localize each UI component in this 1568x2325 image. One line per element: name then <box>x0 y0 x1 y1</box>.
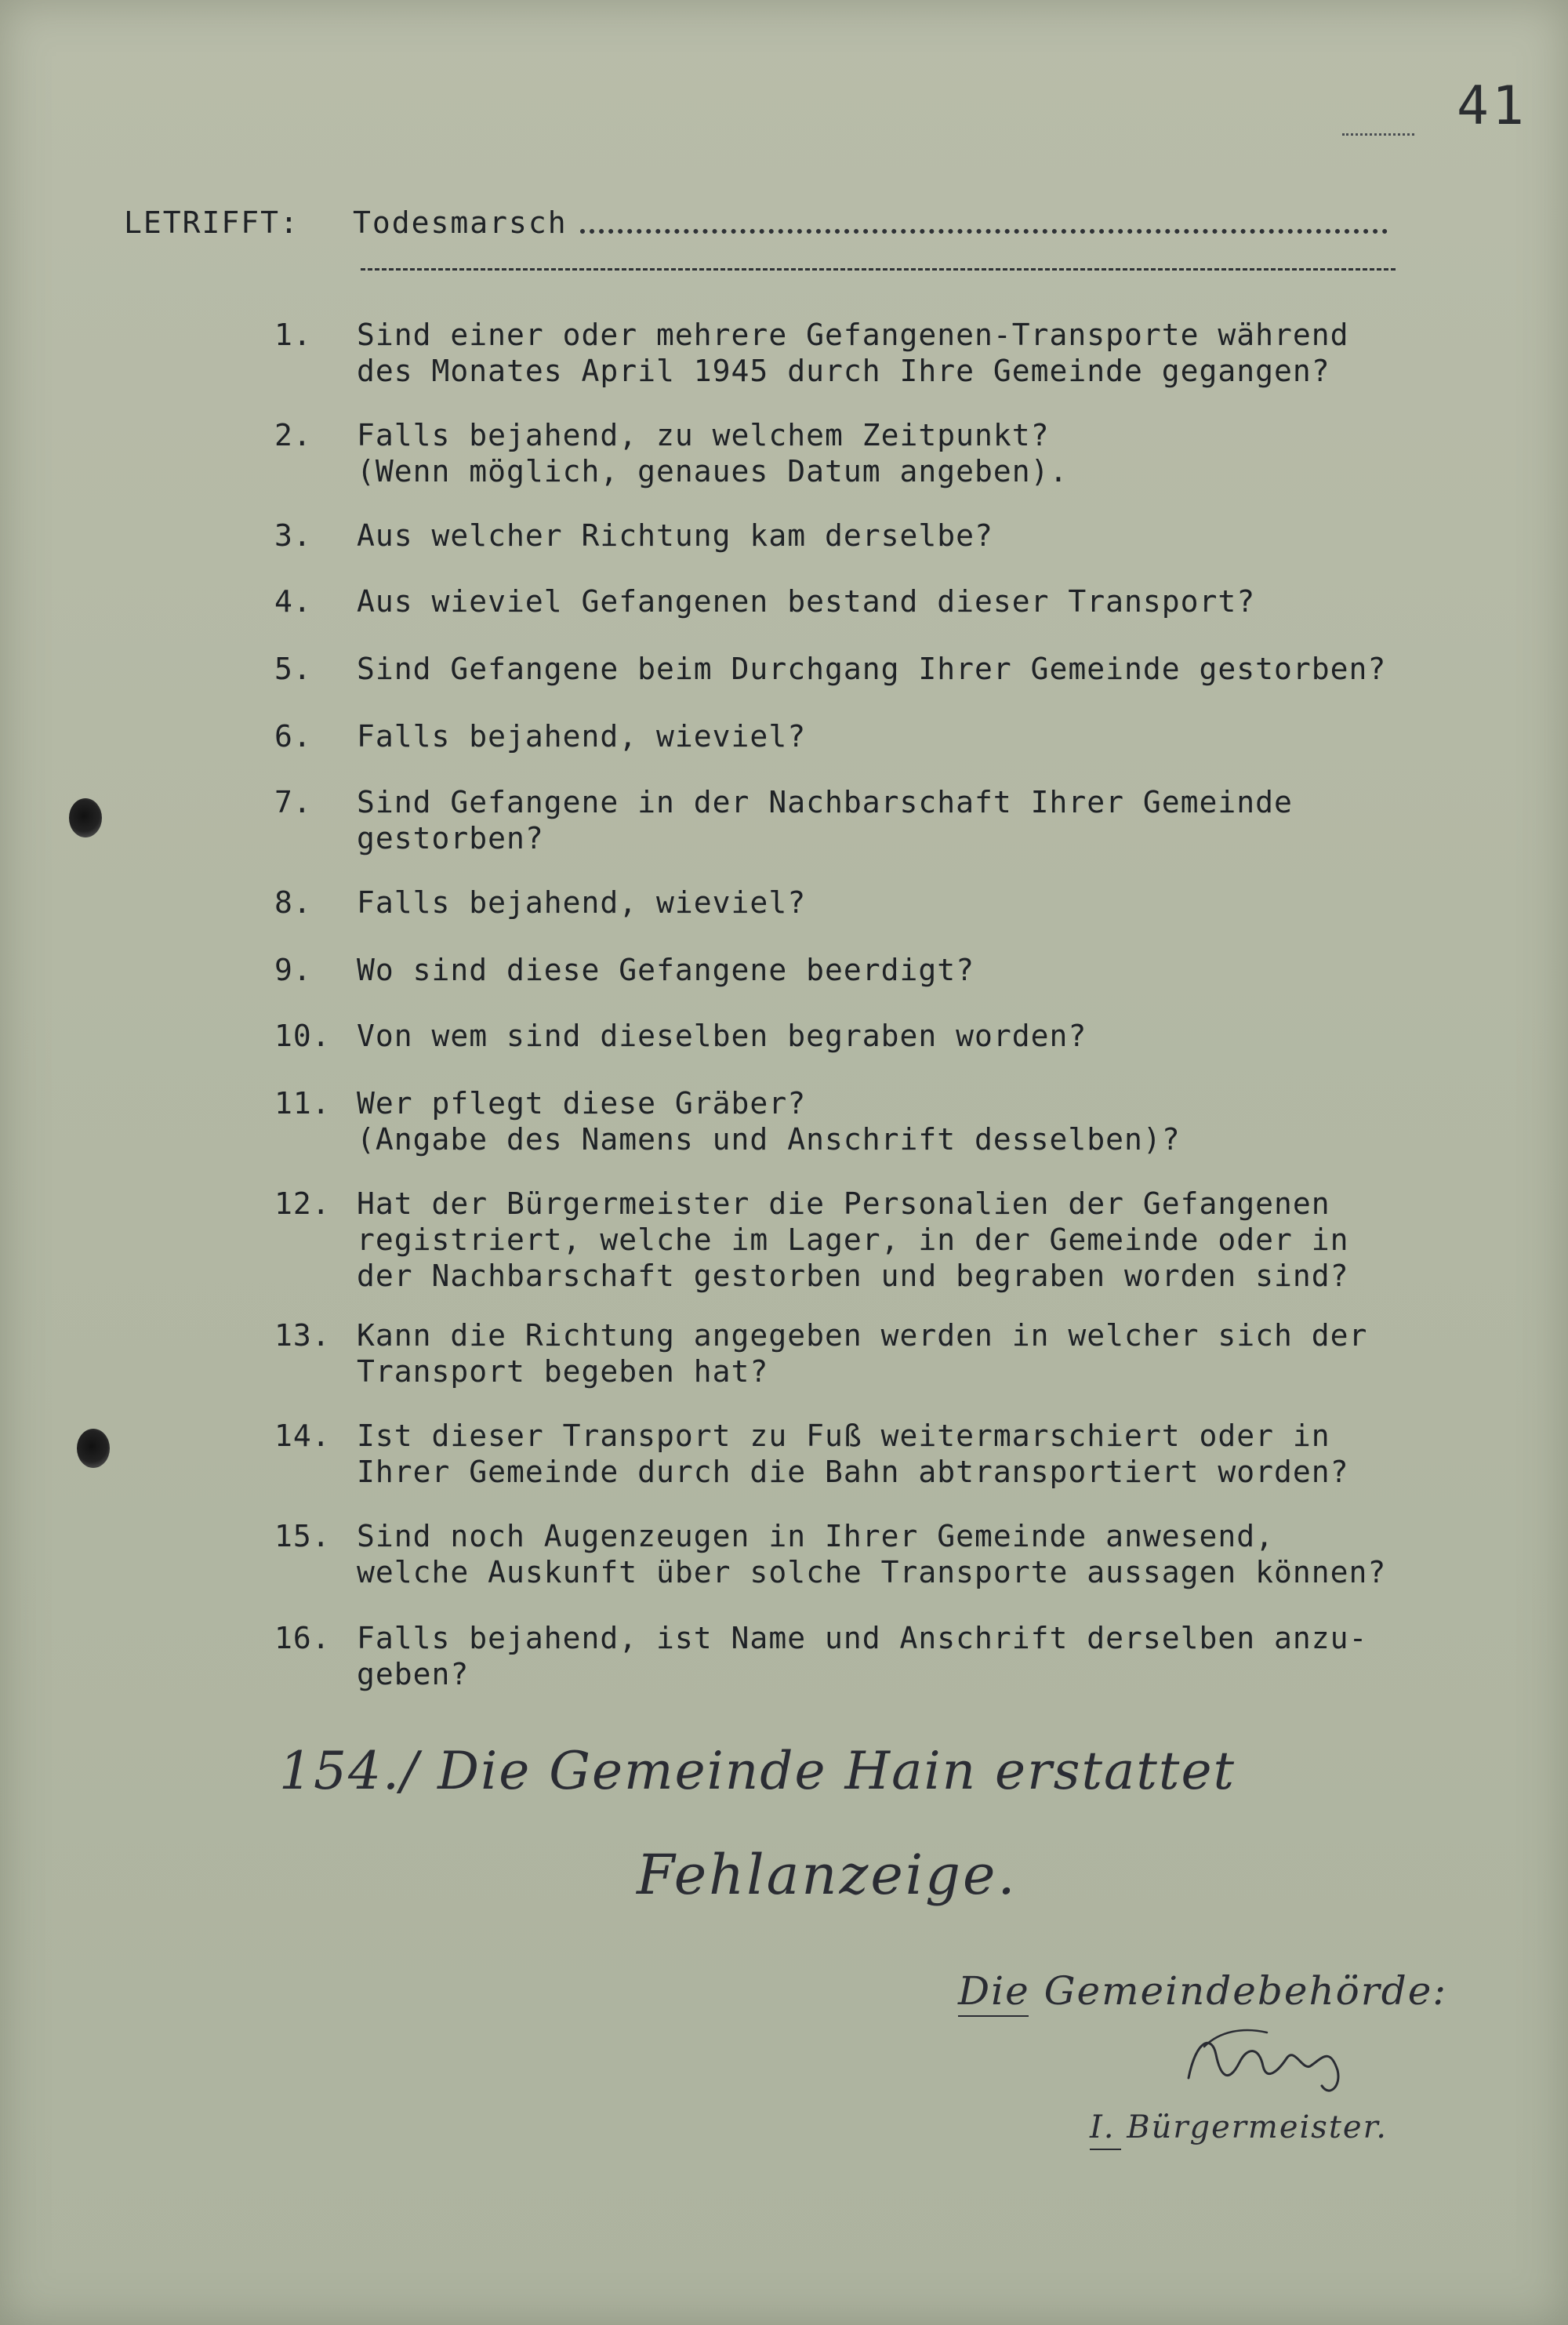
question-line: Ihrer Gemeinde durch die Bahn abtransportiert worden? <box>357 1455 1349 1489</box>
question-text <box>357 718 1494 754</box>
question-line: geben? <box>357 1657 470 1691</box>
question-line: Von wem sind dieselben begraben worden? <box>357 1019 1087 1053</box>
question-line: Aus wieviel Gefangenen bestand dieser Transport? <box>357 584 1256 619</box>
question-line: Falls bejahend, wieviel? <box>357 885 807 920</box>
mayor-title-underline <box>1090 2149 1121 2150</box>
question-number: 13. <box>274 1318 331 1353</box>
question-line: Sind Gefangene in der Nachbarschaft Ihrer Gemeinde <box>357 785 1293 819</box>
question-line: Falls bejahend, ist Name und Anschrift derselben anzu- <box>357 1621 1368 1655</box>
question-line: Aus welcher Richtung kam derselbe? <box>357 518 993 553</box>
question-text <box>357 1186 1494 1294</box>
authority-label: Die Gemeindebehörde: <box>958 1968 1448 2014</box>
question-number: 6. <box>274 719 312 754</box>
question-number: 7. <box>274 785 312 819</box>
question-line: Sind noch Augenzeugen in Ihrer Gemeinde anwesend, <box>357 1519 1275 1553</box>
question-number: 10. <box>274 1019 331 1053</box>
question-number: 9. <box>274 953 312 987</box>
handwritten-note-line2: Fehlanzeige. <box>637 1843 1018 1907</box>
question-line: Hat der Bürgermeister die Personalien der Gefangenen <box>357 1186 1330 1221</box>
question-number: 16. <box>274 1621 331 1655</box>
question-line: Kann die Richtung angegeben werden in welcher sich der <box>357 1318 1368 1353</box>
question-line: Sind Gefangene beim Durchgang Ihrer Gemeinde gestorben? <box>357 652 1387 686</box>
question-line: der Nachbarschaft gestorben und begraben worden sind? <box>357 1259 1349 1293</box>
authority-underline <box>958 2015 1029 2017</box>
question-number: 5. <box>274 652 312 686</box>
handwritten-note-line1: 154./ Die Gemeinde Hain erstattet <box>279 1741 1236 1801</box>
question-number: 8. <box>274 885 312 920</box>
question-number: 1. <box>274 318 312 352</box>
question-number: 12. <box>274 1186 331 1221</box>
question-text <box>357 952 1494 988</box>
question-line: Ist dieser Transport zu Fuß weitermarschiert oder in <box>357 1419 1330 1453</box>
question-line: (Angabe des Namens und Anschrift desselben)? <box>357 1122 1181 1157</box>
question-number: 14. <box>274 1419 331 1453</box>
question-text <box>357 1085 1494 1157</box>
question-text <box>357 518 1494 554</box>
question-number: 4. <box>274 584 312 619</box>
question-text <box>357 417 1494 489</box>
punch-hole-bottom <box>77 1429 110 1468</box>
subject-underline <box>361 268 1396 271</box>
question-text <box>357 583 1494 619</box>
question-line: Sind einer oder mehrere Gefangenen-Transporte während <box>357 318 1349 352</box>
question-line: gestorben? <box>357 821 544 856</box>
page-number-dots <box>1342 133 1414 136</box>
question-text <box>357 784 1494 856</box>
question-text <box>357 651 1494 687</box>
question-text <box>357 1620 1494 1692</box>
question-text <box>357 1418 1494 1490</box>
question-number: 2. <box>274 418 312 452</box>
question-line: (Wenn möglich, genaues Datum angeben). <box>357 454 1069 489</box>
question-line: Transport begeben hat? <box>357 1354 769 1389</box>
punch-hole-top <box>69 798 102 837</box>
question-text <box>357 885 1494 921</box>
question-line: welche Auskunft über solche Transporte aussagen können? <box>357 1555 1387 1589</box>
question-line: des Monates April 1945 durch Ihre Gemeinde gegangen? <box>357 354 1330 388</box>
question-line: Falls bejahend, wieviel? <box>357 719 807 754</box>
question-text <box>357 1518 1494 1590</box>
question-text <box>357 317 1494 389</box>
handwritten-signature <box>1173 2023 1377 2102</box>
subject-value: Todesmarsch <box>353 205 568 240</box>
question-number: 15. <box>274 1519 331 1553</box>
question-line: Wer pflegt diese Gräber? <box>357 1086 807 1121</box>
question-line: Wo sind diese Gefangene beerdigt? <box>357 953 975 987</box>
question-line: Falls bejahend, zu welchem Zeitpunkt? <box>357 418 1050 452</box>
question-number: 11. <box>274 1086 331 1121</box>
question-text <box>357 1018 1494 1054</box>
question-number: 3. <box>274 518 312 553</box>
subject-label: LETRIFFT: <box>124 205 299 240</box>
mayor-title: I. Bürgermeister. <box>1090 2109 1388 2145</box>
subject-dotted-leader <box>580 229 1388 234</box>
question-line: registriert, welche im Lager, in der Gemeinde oder in <box>357 1222 1349 1257</box>
question-text <box>357 1317 1494 1390</box>
page-number: 41 <box>1457 75 1527 137</box>
